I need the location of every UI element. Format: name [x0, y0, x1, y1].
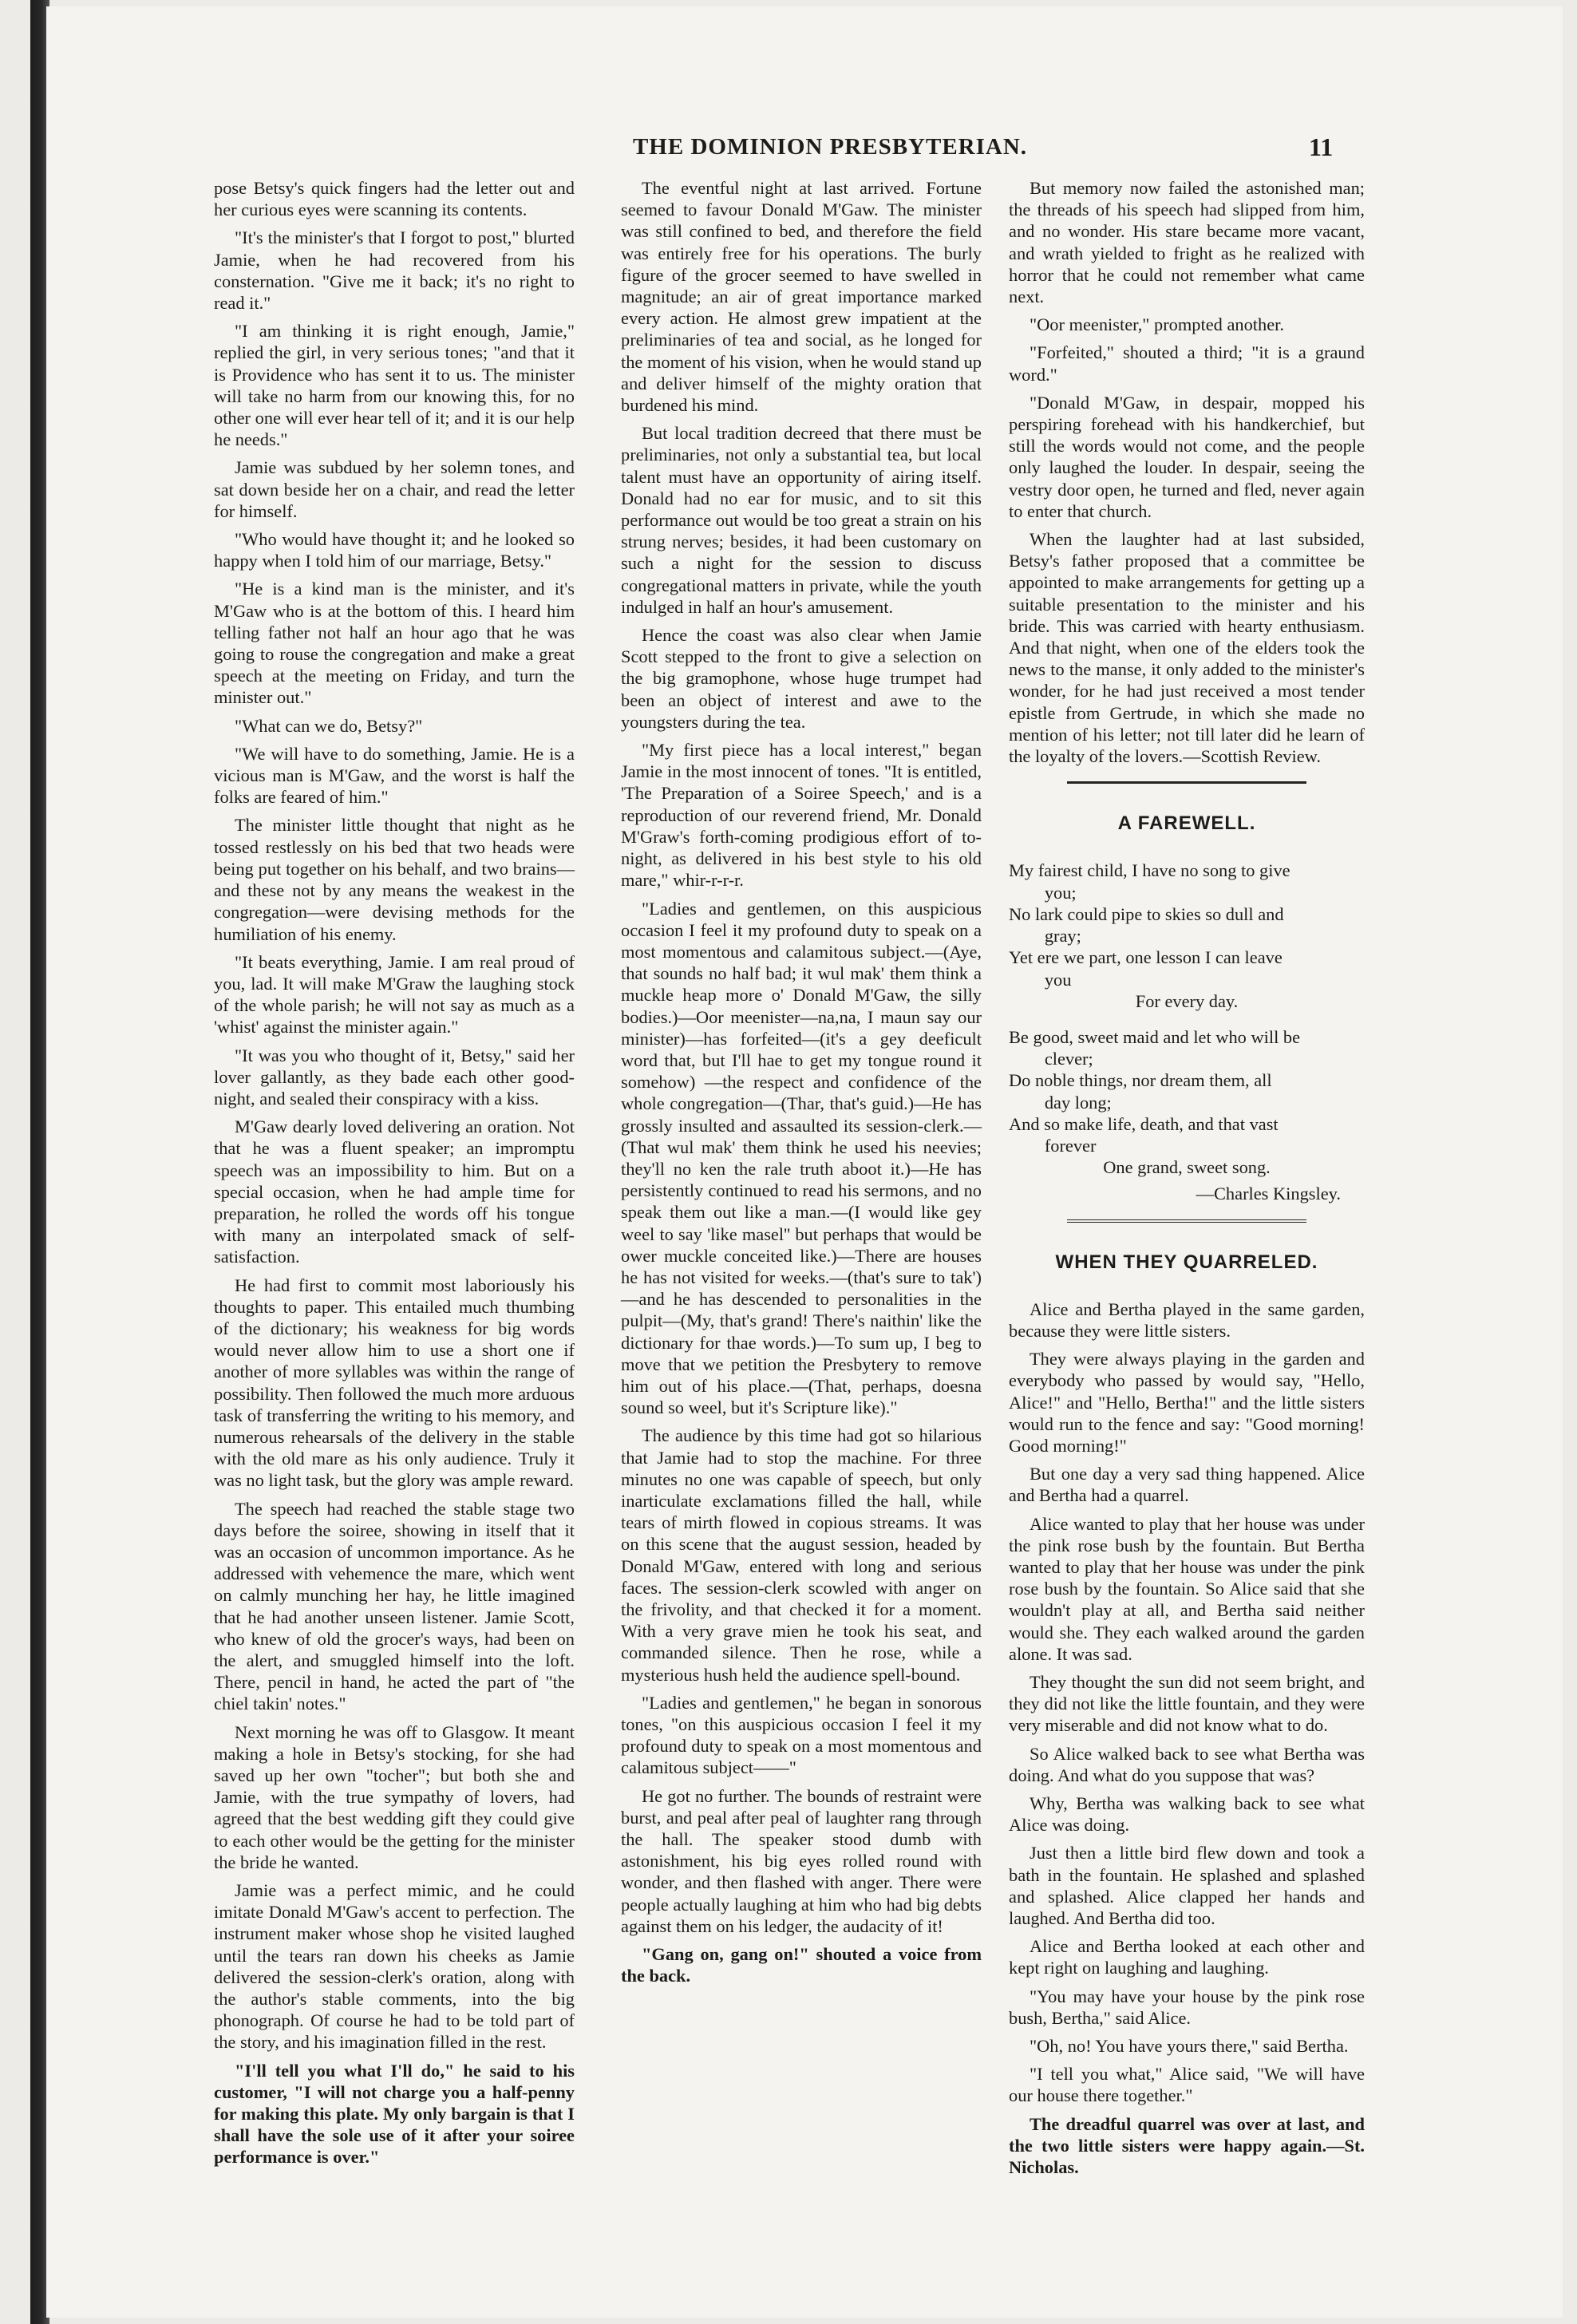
poem-line: day long;: [1044, 1092, 1112, 1113]
paragraph: But memory now failed the astonished man; the threads of his speech had slipped from him, and no wonder. His stare became more vacant, and wrath yielded to fright as he realized with horror that he could not remember what came next.: [1009, 178, 1365, 307]
paragraph: "My first piece has a local interest," began Jamie in the most innocent of tones. "It is entitled, 'The Preparation of a Soiree Speech,' and is a reproduction of our reverend friend, Mr. Donald M'Graw's forth-coming prodigious effort of to-night, as delivered in his best style to his old mare," whir-r-r-r.: [621, 740, 982, 891]
paragraph: "Ladies and gentlemen, on this auspicious occasion I feel it my profound duty to speak on a most momentous and calamitous subject.—(Aye, that sounds no half bad; it wul mak' them think a muckle heap more o' Donald M'Gaw, the silly bodies.)—Oor meenister—na,na, I maun say our minister)—has forfeited—(it's a gey deeficult word that, but I'll hae to get my tongue round it somehow) —the respect and confidence of the whole congregation—(Thar, that's guid.)—He has grossly insulted and assaulted its session-clerk.—(That wul mak' them think he used his neevies; they'll no ken the rale truth aboot it.)—He has persistently continued to read his sermons, and no speak them out like a man.—(I would like gey weel to say 'like masel'' but perhaps that would be ower muckle conceited like.)—There are houses he has not visited for weeks.—(that's sure to tak') —and he has descended to personalities in the pulpit—(My, that's grand! There's naithin' like the dictionary for thae words.)—To sum up, I beg to move that we petition the Presbytery to remove him out of his place.—(That, perhaps, doesna sound so weel, but it's Scripture like).": [621, 898, 982, 1418]
paragraph: He got no further. The bounds of restraint were burst, and peal after peal of laughter rang through the hall. The speaker stood dumb with astonishment, his big eyes rolled round with wonder, and then flashed with anger. There were people actually laughing at him who had big debts against them on his ledger, the audacity of it!: [621, 1785, 982, 1936]
poem-line: clever;: [1044, 1049, 1093, 1069]
paragraph: "Who would have thought it; and he looked so happy when I told him of our marriage, Betsy.": [214, 529, 575, 571]
paragraph: When the laughter had at last subsided, Betsy's father proposed that a committee be appointed to make arrangements for getting up a suitable presentation to the minister and his bride. This was carried with hearty enthusiasm. And that night, when one of the elders took the news to the manse, it only added to the minister's wonder, for he had just received a most tender epistle from Gertrude, in which she made no mention of his letter; not till later did he learn of the loyalty of the lovers.—Scottish Review.: [1009, 529, 1365, 767]
paragraph: "Oor meenister," prompted another.: [1030, 314, 1284, 335]
poem: [1009, 860, 1365, 1204]
section-divider: [1067, 1219, 1306, 1223]
poem-line: And so make life, death, and that vast: [1009, 1113, 1279, 1134]
poem-line: Yet ere we part, one lesson I can leave: [1009, 947, 1283, 968]
poem-stanza: [1009, 1026, 1365, 1205]
paragraph: "Ladies and gentlemen," he began in sonorous tones, "on this auspicious occasion I feel it my profound duty to speak on a most momentous and calamitous subject——": [621, 1692, 982, 1778]
paragraph: "Oh, no! You have yours there," said Bertha.: [1030, 2036, 1349, 2057]
paragraph: "It was you who thought of it, Betsy," said her lover gallantly, as they bade each other good-night, and sealed their conspiracy with a kiss.: [214, 1045, 575, 1109]
paragraph: They thought the sun did not seem bright, and they did not like the little fountain, and they were very miserable and did not know what to do.: [1009, 1671, 1365, 1736]
poem-line: gray;: [1044, 926, 1081, 947]
paragraph: pose Betsy's quick fingers had the letter out and her curious eyes were scanning its contents.: [214, 178, 575, 220]
paragraph: "What can we do, Betsy?": [235, 715, 423, 736]
running-head: THE DOMINION PRESBYTERIAN.: [632, 134, 1028, 160]
paragraph: But local tradition decreed that there must be preliminaries, not only a substantial tea, but local talent must have an opportunity of airing itself. Donald had no ear for music, and to sit this performance out would be too great a strain on his strung nerves; besides, it had been customary on such a night for the session to discuss congregational matters in private, while the youth indulged in half an hour's amusement.: [621, 423, 982, 617]
paragraph: "You may have your house by the pink rose bush, Bertha," said Alice.: [1009, 1986, 1365, 2028]
paragraph: "Donald M'Gaw, in despair, mopped his perspiring forehead with his handkerchief, but still the words would not come, and the people only laughed the louder. In despair, seeing the vestry door open, he turned and fled, never again to enter that church.: [1009, 392, 1365, 521]
poem-line: Be good, sweet maid and let who will be: [1009, 1026, 1301, 1047]
poem-attribution: —Charles Kingsley.: [1196, 1184, 1341, 1204]
paragraph: Alice wanted to play that her house was under the pink rose bush by the fountain. But Bertha wanted to play that her house was under the pink rose bush by the fountain. So Alice said that she wouldn't play at all, and Bertha said neither would she. They each walked around the garden alone. It was sad.: [1009, 1513, 1365, 1664]
column-2: [621, 177, 982, 1993]
paragraph: Hence the coast was also clear when Jamie Scott stepped to the front to give a selection on the big gramophone, whose huge trumpet had been an object of interest and awe to the youngsters during the tea.: [621, 625, 982, 732]
paragraph: The dreadful quarrel was over at last, and the two little sisters were happy again.—St. Nicholas.: [1009, 2113, 1365, 2178]
paragraph: He had first to commit most laboriously his thoughts to paper. This entailed much thumbing of the dictionary; his weakness for big words would never allow him to use a short one if another of more syllables was within the range of possibility. Then followed the much more arduous task of transferring the writing to his memory, and numerous rehearsals of the delivery in the stable with the old mare as his only audience. Truly it was no light task, but the glory was ample reward.: [214, 1275, 575, 1491]
paragraph: Just then a little bird flew down and took a bath in the fountain. He splashed and splashed and splashed. Alice clapped her hands and laughed. And Bertha did too.: [1009, 1843, 1365, 1929]
paragraph: The speech had reached the stable stage two days before the soiree, showing in itself that it was an occasion of uncommon importance. As he addressed with vehemence the mare, which went on calmly munching her hay, he little imagined that he had another unseen listener. Jamie Scott, who knew of old the grocer's ways, had been on the alert, and smuggled himself into the loft. There, pencil in hand, he acted the part of "the chiel takin' notes.": [214, 1498, 575, 1714]
story-title: WHEN THEY QUARRELED.: [1055, 1251, 1318, 1273]
paragraph: Alice and Bertha played in the same garden, because they were little sisters.: [1009, 1298, 1365, 1341]
poem-title: A FAREWELL.: [1117, 812, 1256, 835]
poem-line: forever: [1044, 1135, 1097, 1156]
paragraph: Next morning he was off to Glasgow. It meant making a hole in Betsy's stocking, for she had saved up her own "tocher"; but both she and Jamie, with the true sympathy of lovers, had agreed that the best wedding gift they could give to each other would be the getting for the minister the bride he wanted.: [214, 1721, 575, 1872]
poem-line: Do noble things, nor dream them, all: [1009, 1070, 1272, 1091]
poem-line: you;: [1044, 882, 1077, 903]
paragraph: "I'll tell you what I'll do," he said to his customer, "I will not charge you a half-penny for making this plate. My only bargain is that I shall have the sole use of it after your soiree performance is over.": [214, 2060, 575, 2168]
poem-line: My fairest child, I have no song to give: [1009, 860, 1290, 881]
paragraph: They were always playing in the garden and everybody who passed by would say, "Hello, Alice!" and "Hello, Bertha!" and the little sisters would run to the fence and say: "Good morning! Good morning!": [1009, 1349, 1365, 1456]
paragraph: "I tell you what," Alice said, "We will have our house there together.": [1009, 2064, 1365, 2106]
page-number: 11: [1309, 132, 1334, 161]
paragraph: Alice and Bertha looked at each other and kept right on laughing and laughing.: [1009, 1936, 1365, 1978]
paragraph: "Gang on, gang on!" shouted a voice from the back.: [621, 1944, 982, 1986]
column-3: [1009, 177, 1365, 2184]
paragraph: But one day a very sad thing happened. Alice and Bertha had a quarrel.: [1009, 1464, 1365, 1506]
poem-line: you: [1044, 969, 1072, 990]
paragraph: Jamie was subdued by her solemn tones, and sat down beside her on a chair, and read the letter for himself.: [214, 457, 575, 521]
paragraph: "It beats everything, Jamie. I am real proud of you, lad. It will make M'Graw the laughing stock of the whole parish; he will not say as much as a 'whist' against the minister again.": [214, 951, 575, 1038]
paragraph: So Alice walked back to see what Bertha was doing. And what do you suppose that was?: [1009, 1743, 1365, 1785]
column-1: [214, 177, 575, 2175]
poem-line: One grand, sweet song.: [1103, 1157, 1271, 1178]
poem-stanza: [1009, 860, 1365, 1011]
paragraph: Jamie was a perfect mimic, and he could imitate Donald M'Gaw's accent to perfection. The instrument maker whose shop he visited laughed until the tears ran down his cheeks as Jamie delivered the session-clerk's oration, along with the author's stable comments, into the big phonograph. Of course he had to be told part of the story, and his imagination filled in the rest.: [214, 1880, 575, 2053]
section-divider: [1067, 781, 1306, 784]
paragraph: "I am thinking it is right enough, Jamie," replied the girl, in very serious tones; "and that it is Providence who has sent it to us. The minister will take no harm from our knowing this, for no other one will ever hear tell of it; and it is our help he needs.": [214, 321, 575, 450]
paragraph: The eventful night at last arrived. Fortune seemed to favour Donald M'Gaw. The minister was still confined to bed, and therefore the field was entirely free for his operations. The burly figure of the grocer seemed to have swelled in magnitude; an air of great importance marked every action. He almost grew impatient at the preliminaries of tea and social, as he longed for the moment of his vision, when he would stand up and deliver himself of the mighty oration that burdened his mind.: [621, 178, 982, 416]
paragraph: "He is a kind man is the minister, and it's M'Gaw who is at the bottom of this. I heard him telling father not half an hour ago that he was going to rouse the congregation and make a great speech at the meeting on Friday, and turn the minister out.": [214, 579, 575, 708]
paragraph: Why, Bertha was walking back to see what Alice was doing.: [1009, 1793, 1365, 1836]
paragraph: "We will have to do something, Jamie. He is a vicious man is M'Gaw, and the worst is half the folks are feared of him.": [214, 743, 575, 808]
paragraph: The minister little thought that night as he tossed restlessly on his bed that two heads were being put together on his behalf, and two brains—and these not by any means the weakest in the congregation—were devising methods for the humiliation of his enemy.: [214, 815, 575, 944]
paragraph: "It's the minister's that I forgot to post," blurted Jamie, when he had recovered from his consternation. "Give me it back; it's no right to read it.": [214, 227, 575, 314]
poem-line: No lark could pipe to skies so dull and: [1009, 903, 1284, 924]
paragraph: M'Gaw dearly loved delivering an oration. Not that he was a fluent speaker; an impromptu speech was an impossibility to him. But on a special occasion, when he had ample time for preparation, he rolled the words off his tongue with many an interpolated smack of self-satisfaction.: [214, 1117, 575, 1267]
poem-line: For every day.: [1135, 990, 1239, 1011]
paragraph: The audience by this time had got so hilarious that Jamie had to stop the machine. For three minutes no one was capable of speech, but only inarticulate exclamations filled the hall, while tears of mirth flowed in copious streams. It was on this scene that the august session, headed by Donald M'Gaw, entered with long and serious faces. The session-clerk scowled with anger on the frivolity, and that checked it for a moment. With a very grave mien he took his seat, and commanded silence. Then he rose, while a mysterious hush held the audience spell-bound.: [621, 1425, 982, 1685]
paragraph: "Forfeited," shouted a third; "it is a graund word.": [1009, 342, 1365, 385]
